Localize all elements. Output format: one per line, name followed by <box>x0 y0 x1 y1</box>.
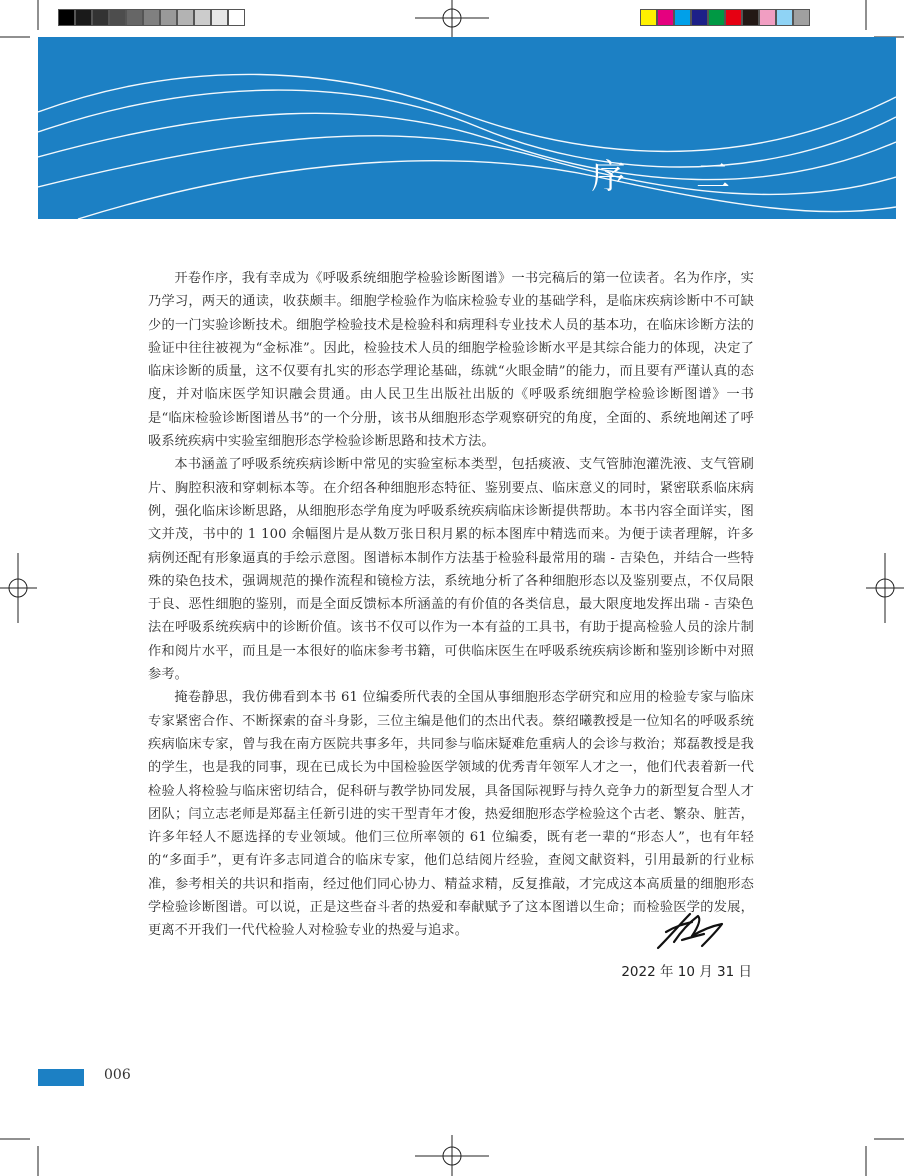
color-swatch <box>58 9 75 26</box>
process-color-bar <box>640 9 810 27</box>
signature-date: 2022 年 10 月 31 日 <box>621 964 752 980</box>
color-swatch <box>640 9 657 26</box>
page-title: 序 二 <box>591 157 760 197</box>
color-swatch <box>776 9 793 26</box>
color-swatch <box>194 9 211 26</box>
color-swatch <box>657 9 674 26</box>
color-swatch <box>211 9 228 26</box>
color-swatch <box>177 9 194 26</box>
grayscale-color-bar <box>58 9 245 27</box>
color-swatch <box>126 9 143 26</box>
paragraph: 掩卷静思，我仿佛看到本书 61 位编委所代表的全国从事细胞形态学研究和应用的检验专家与临床专家紧密合作、不断探索的奋斗身影，三位主编是他们的杰出代表。蔡绍曦教授是一位知名的呼吸系统疾病临床专家，曾与我在南方医院共事多年，共同参与临床疑难危重病人的会诊与救治；郑磊教授是我的学生，也是我的同事，现在已成长为中国检验医学领域的优秀青年领军人才之一，他们代表着新一代检验人将检验与临床密切结合，促科研与教学协同发展，具备国际视野与持久竞争力的新型复合型人才团队；闫立志老师是郑磊主任新引进的实干型青年才俊，热爱细胞形态学检验这个古老、繁杂、脏苦，许多年轻人不愿选择的专业领域。他们三位所率领的 61 位编委，既有老一辈的“形态人”，也有年轻的“多面手”，更有许多志同道合的临床专家，他们总结阅片经验，查阅文献资料，引用最新的行业标准，参考相关的共识和指南，经过他们同心协力、精益求精，反复推敲，才完成这本高质量的细胞形态学检验诊断图谱。可以说，正是这些奋斗者的热爱和奉献赋予了这本图谱以生命；而检验医学的发展，更离不开我们一代代检验人对检验专业的热爱与追求。 <box>148 690 754 939</box>
paragraph: 开卷作序，我有幸成为《呼吸系统细胞学检验诊断图谱》一书完稿后的第一位读者。名为作序，实乃学习，两天的通读，收获颇丰。细胞学检验作为临床检验专业的基础学科，是临床疾病诊断中不可缺少的一门实验诊断技术。细胞学检验技术是检验科和病理科专业技术人员的基本功，在临床诊断方法的验证中往往被视为“金标准”。因此，检验技术人员的细胞学检验诊断水平是其综合能力的体现，决定了临床诊断的质量，这不仅要有扎实的形态学理论基础，练就“火眼金睛”的能力，而且要有严谨认真的态度，并对临床医学知识融会贯通。由人民卫生出版社出版的《呼吸系统细胞学检验诊断图谱》一书是“临床检验诊断图谱丛书”的一个分册，该书从细胞形态学观察研究的角度，全面的、系统地阐述了呼吸系统疾病中实验室细胞形态学检验诊断思路和技术方法。 <box>148 271 754 450</box>
wave-decoration-icon <box>38 37 896 219</box>
color-swatch <box>691 9 708 26</box>
color-swatch <box>708 9 725 26</box>
page-number: 006 <box>104 1067 131 1083</box>
color-swatch <box>109 9 126 26</box>
color-swatch <box>160 9 177 26</box>
color-swatch <box>228 9 245 26</box>
preface-body <box>148 267 754 943</box>
color-swatch <box>793 9 810 26</box>
paragraph: 本书涵盖了呼吸系统疾病诊断中常见的实验室标本类型，包括痰液、支气管肺泡灌洗液、支气管刷片、胸腔积液和穿刺标本等。在介绍各种细胞形态特征、鉴别要点、临床意义的同时，紧密联系临床病例，强化临床诊断思路，从细胞形态学角度为呼吸系统疾病临床诊断提供帮助。本书内容全面详实，图文并茂，书中的 1 100 余幅图片是从数万张日积月累的标本图库中精选而来。为便于读者理解，许多病例还配有形象逼真的手绘示意图。图谱标本制作方法基于检验科最常用的瑞 - 吉染色，并结合一些特殊的染色技术，强调规范的操作流程和镜检方法，系统地分析了各种细胞形态以及鉴别要点，不仅局限于良、恶性细胞的鉴别，而是全面反馈标本所涵盖的有价值的各类信息，最大限度地发挥出瑞 - 吉染色法在呼吸系统疾病中的诊断价值。该书不仅可以作为一本有益的工具书，有助于提高检验人员的涂片制作和阅片水平，而且是一本很好的临床参考书籍，可供临床医生在呼吸系统疾病诊断和鉴别诊断中对照参考。 <box>148 457 754 683</box>
header-banner <box>38 37 896 219</box>
color-swatch <box>75 9 92 26</box>
handwritten-signature-icon <box>652 910 732 954</box>
color-swatch <box>674 9 691 26</box>
color-swatch <box>742 9 759 26</box>
color-swatch <box>143 9 160 26</box>
color-swatch <box>725 9 742 26</box>
page-tab-marker <box>38 1069 84 1086</box>
color-swatch <box>759 9 776 26</box>
color-swatch <box>92 9 109 26</box>
